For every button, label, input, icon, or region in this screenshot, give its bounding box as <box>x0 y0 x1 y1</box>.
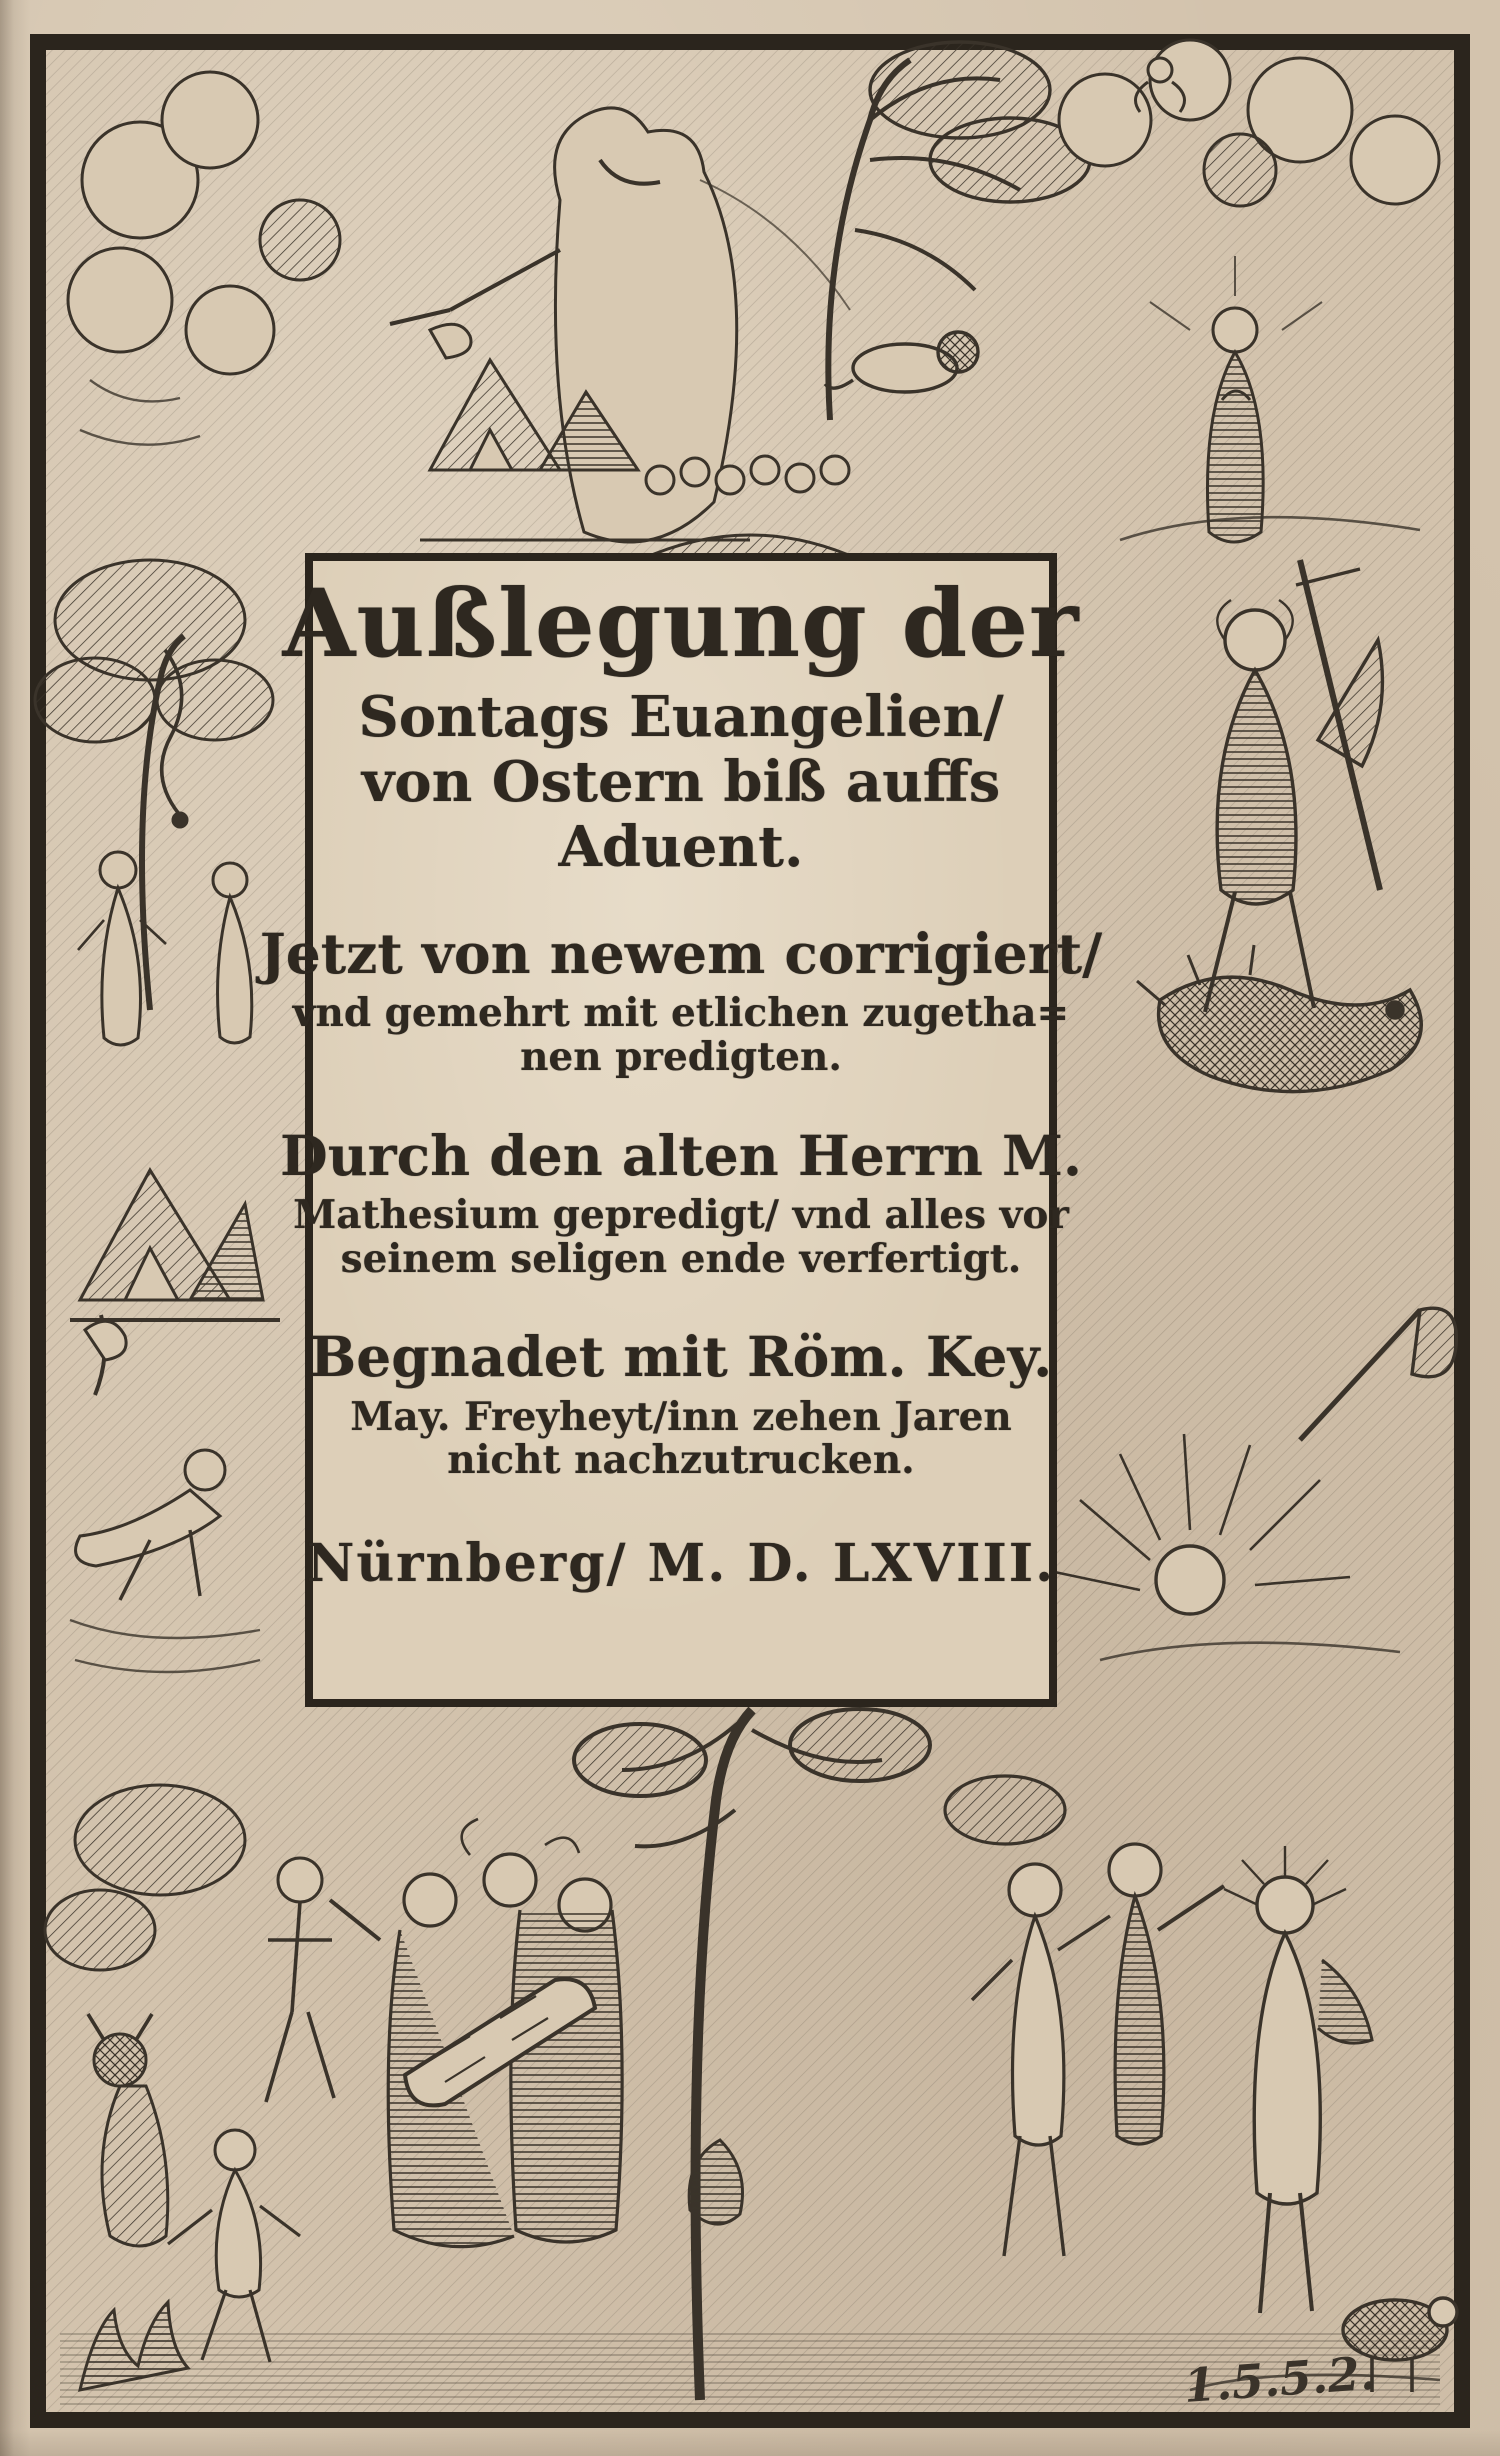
author-line-1: Durch den alten Herrn M. <box>280 1122 1083 1188</box>
title-text-panel <box>259 553 1103 1707</box>
woodcut-date-inscription: 1.5.5.2. <box>1182 2345 1378 2413</box>
title-line: Außlegung der <box>282 569 1080 679</box>
privilege-line-3: nicht nachzutrucken. <box>447 1437 915 1484</box>
author-line-2: Mathesium gepredigt/ vnd alles vor <box>293 1191 1069 1238</box>
privilege-line-2: May. Freyheyt/inn zehen Jaren <box>350 1393 1012 1440</box>
subtitle-line-2: von Ostern biß auffs <box>361 748 1001 815</box>
imprint-line: Nürnberg/ M. D. LXVIII. <box>306 1533 1056 1595</box>
subtitle-line-1: Sontags Euangelien/ <box>358 683 1004 750</box>
edition-line-1: Jetzt von newem corrigiert/ <box>259 921 1103 987</box>
privilege-line-1: Begnadet mit Röm. Key. <box>309 1324 1053 1390</box>
subtitle-line-3: Aduent. <box>558 814 804 881</box>
author-line-3: seinem seligen ende verfertigt. <box>340 1235 1022 1282</box>
edition-line-2: vnd gemehrt mit etlichen zugetha= <box>292 990 1070 1037</box>
edition-line-3: nen predigten. <box>520 1034 842 1081</box>
